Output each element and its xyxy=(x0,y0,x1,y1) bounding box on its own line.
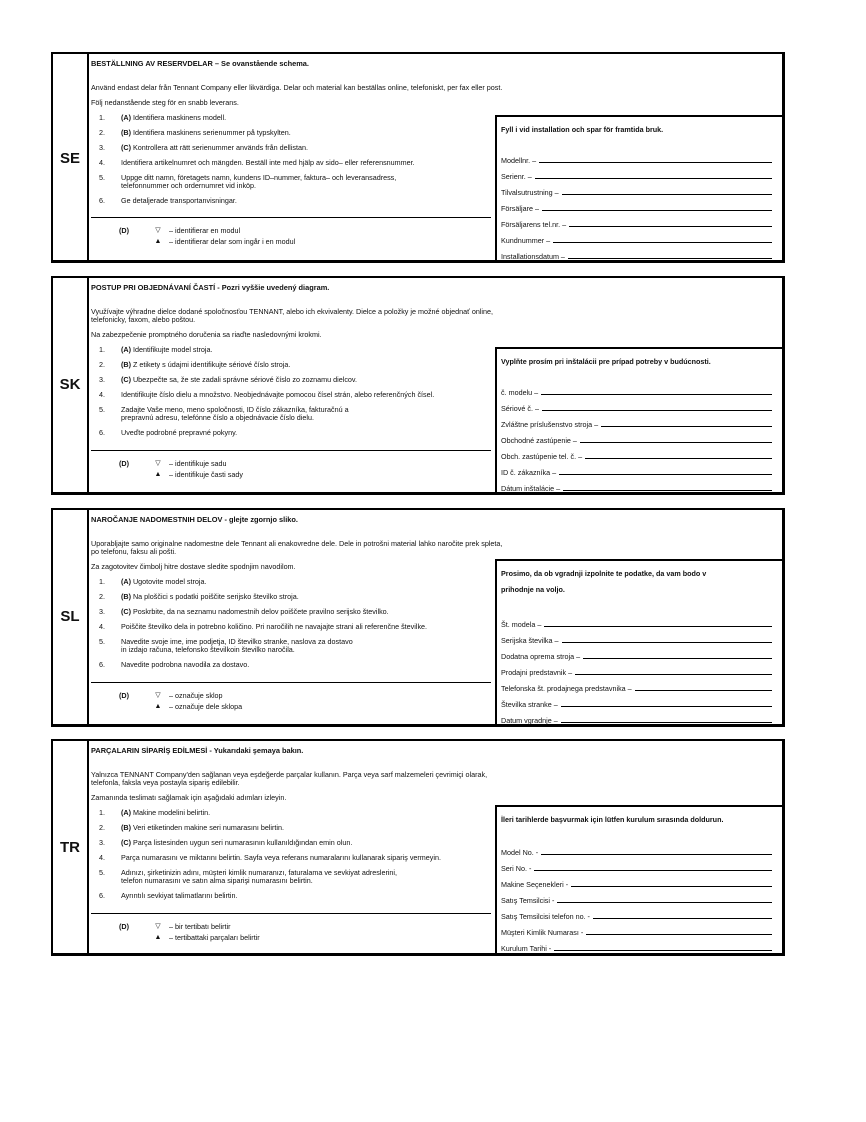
ordering-instructions xyxy=(91,510,782,724)
installation-date-field[interactable]: Dátum inštalácie – xyxy=(501,481,772,493)
subintro-text: Na zabezpečenie promptného doručenia sa riaďte nasledovnými krokmi. xyxy=(91,330,322,339)
step-text: Na ploščici s podatki poiščite serijsko številko stroja. xyxy=(130,592,299,601)
step-text: Ubezpečte sa, že ste zadali správne sériové číslo zo zoznamu dielcov. xyxy=(130,375,357,384)
step-text: Z etikety s údajmi identifikujte sériové číslo stroja. xyxy=(130,360,291,369)
sales-rep-field[interactable]: Försäljare – xyxy=(501,201,772,213)
step-text: Adınızı, şirketinizin adını, müşteri kimlik numaranızı, faturalama ve sevkiyat adreslerini, xyxy=(121,868,398,877)
divider xyxy=(91,450,491,451)
language-code-column xyxy=(53,54,89,260)
sales-rep-field[interactable]: Obchodné zastúpenie – xyxy=(501,433,772,445)
step-text: Ugotovite model stroja. xyxy=(130,577,207,586)
step-number: 4. xyxy=(99,158,105,167)
step-text-cont: telefonnummer och ordernumret vid inköp. xyxy=(121,181,257,190)
form-heading: İleri tarihlerde başvurmak için lütfen kurulum sırasında doldurun. xyxy=(501,815,724,824)
step-text: Navedite podrobna navodila za dostavo. xyxy=(121,660,250,669)
step-tag: (A) xyxy=(121,808,131,817)
customer-number-field[interactable]: Müşteri Kimlik Numarası - xyxy=(501,925,772,937)
customer-number-field[interactable]: Številka stranke – xyxy=(501,697,772,709)
model-number-field[interactable]: Št. modela – xyxy=(501,617,772,629)
parts-triangle-filled-icon: ▲ xyxy=(154,238,162,245)
installation-record-form xyxy=(495,559,785,727)
legend-label: (D) xyxy=(119,691,129,700)
step-number: 1. xyxy=(99,577,105,586)
machine-options-field[interactable]: Tilvalsutrustning – xyxy=(501,185,772,197)
parts-triangle-filled-icon: ▲ xyxy=(154,703,162,710)
installation-record-form xyxy=(495,347,785,495)
sales-rep-phone-field[interactable]: Satış Temsilcisi telefon no. - xyxy=(501,909,772,921)
step-tag: (A) xyxy=(121,577,131,586)
step-text: Kontrollera att rätt serienummer används från dellistan. xyxy=(130,143,308,152)
language-code: SL xyxy=(60,608,80,625)
intro-text: Yalnızca TENNANT Company'den sağlanan veya eşdeğerde parçalar kullanın. Parça veya sarf malzemeleri çevrimiçi olarak, telefonla, faksla veya postayla sipariş edilebilir. xyxy=(91,770,488,787)
section-title: NAROČANJE NADOMESTNIH DELOV - glejte zgornjo sliko. xyxy=(91,515,298,524)
step-number: 6. xyxy=(99,660,105,669)
legend-parts-text: – tertibattaki parçaları belirtir xyxy=(169,933,260,942)
language-code-column xyxy=(53,510,89,724)
machine-options-field[interactable]: Dodatna oprema stroja – xyxy=(501,649,772,661)
step-text: Uveďte podrobné prepravné pokyny. xyxy=(121,428,238,437)
step-text: Poiščite številko dela in potrebno količino. Pri naročilih ne navajajte strani ali referenčne številke. xyxy=(121,622,428,631)
intro-text: Využívajte výhradne dielce dodané spoločnosťou TENNANT, alebo ich ekvivalenty. Dielce a položky je možné objednať online, telefonicky, faxom, alebo poštou. xyxy=(91,307,493,324)
step-number: 2. xyxy=(99,360,105,369)
parts-triangle-filled-icon: ▲ xyxy=(154,934,162,941)
model-number-field[interactable]: Modellnr. – xyxy=(501,153,772,165)
installation-date-field[interactable]: Datum vgradnje – xyxy=(501,713,772,725)
step-number: 6. xyxy=(99,428,105,437)
divider xyxy=(91,913,491,914)
legend-parts-text: – identifikuje časti sady xyxy=(169,470,243,479)
form-heading: Fyll i vid installation och spar för framtida bruk. xyxy=(501,125,664,134)
ordering-instructions xyxy=(91,54,782,260)
legend-parts-text: – identifierar delar som ingår i en modul xyxy=(169,237,296,246)
legend-label: (D) xyxy=(119,459,129,468)
step-number: 5. xyxy=(99,868,105,877)
serial-number-field[interactable]: Serijska številka – xyxy=(501,633,772,645)
language-code-column xyxy=(53,278,89,492)
legend-module-text: – identifikuje sadu xyxy=(169,459,227,468)
step-tag: (C) xyxy=(121,607,131,616)
step-text-cont: telefon numarasını ve satın alma siparişi numarasını belirtin. xyxy=(121,876,313,885)
step-tag: (B) xyxy=(121,128,131,137)
model-number-field[interactable]: Model No. - xyxy=(501,845,772,857)
step-number: 5. xyxy=(99,173,105,182)
intro-text: Använd endast delar från Tennant Company eller likvärdiga. Delar och material kan beställas online, telefoniskt, per fax eller post. xyxy=(91,83,503,92)
customer-number-field[interactable]: ID č. zákazníka – xyxy=(501,465,772,477)
machine-options-field[interactable]: Makine Seçenekleri - xyxy=(501,877,772,889)
step-text: Identifiera maskinens modell. xyxy=(130,113,227,122)
sales-rep-phone-field[interactable]: Försäljarens tel.nr. – xyxy=(501,217,772,229)
subintro-text: Följ nedanstående steg för en snabb leverans. xyxy=(91,98,239,107)
step-number: 3. xyxy=(99,607,105,616)
parts-triangle-filled-icon: ▲ xyxy=(154,471,162,478)
legend-parts-text: – označuje dele sklopa xyxy=(169,702,243,711)
step-text: Makine modelini belirtin. xyxy=(130,808,211,817)
step-number: 2. xyxy=(99,592,105,601)
step-text: Identifikujte model stroja. xyxy=(130,345,213,354)
step-number: 1. xyxy=(99,113,105,122)
form-heading: Vyplňte prosím pri inštalácii pre prípad potreby v budúcnosti. xyxy=(501,357,711,366)
section-title: PARÇALARIN SİPARİŞ EDİLMESİ - Yukarıdaki şemaya bakın. xyxy=(91,746,304,755)
section-sl xyxy=(51,508,785,727)
section-title: POSTUP PRI OBJEDNÁVANÍ ČASTÍ - Pozri vyššie uvedený diagram. xyxy=(91,283,330,292)
step-text: Veri etiketinden makine seri numarasını belirtin. xyxy=(130,823,284,832)
step-text: Uppge ditt namn, företagets namn, kundens ID–nummer, faktura– och leveransadress, xyxy=(121,173,397,182)
step-number: 3. xyxy=(99,838,105,847)
module-triangle-outline-icon: ▽ xyxy=(155,923,161,930)
step-number: 2. xyxy=(99,128,105,137)
step-tag: (C) xyxy=(121,375,131,384)
step-text: Identifiera artikelnumret och mängden. Beställ inte med hjälp av sido– eller referensnummer. xyxy=(121,158,415,167)
step-tag: (A) xyxy=(121,345,131,354)
module-triangle-outline-icon: ▽ xyxy=(155,460,161,467)
step-number: 3. xyxy=(99,143,105,152)
language-code: SK xyxy=(59,376,81,393)
module-triangle-outline-icon: ▽ xyxy=(155,227,161,234)
step-number: 1. xyxy=(99,345,105,354)
serial-number-field[interactable]: Seri No. - xyxy=(501,861,772,873)
installation-record-form xyxy=(495,805,785,956)
installation-date-field[interactable]: Installationsdatum – xyxy=(501,249,772,261)
section-se xyxy=(51,52,785,263)
step-text: Identifiera maskinens serienummer på typskylten. xyxy=(130,128,291,137)
step-number: 4. xyxy=(99,853,105,862)
step-number: 2. xyxy=(99,823,105,832)
legend-label: (D) xyxy=(119,226,129,235)
step-number: 4. xyxy=(99,390,105,399)
step-number: 6. xyxy=(99,196,105,205)
step-tag: (C) xyxy=(121,143,131,152)
divider xyxy=(91,217,491,218)
customer-number-field[interactable]: Kundnummer – xyxy=(501,233,772,245)
step-number: 4. xyxy=(99,622,105,631)
step-text: Parça numarasını ve miktarını belirtin. Sayfa veya referans numaralarını kullanarak sipariş vermeyin. xyxy=(121,853,441,862)
language-code: TR xyxy=(60,839,80,856)
step-tag: (C) xyxy=(121,838,131,847)
step-number: 3. xyxy=(99,375,105,384)
step-number: 1. xyxy=(99,808,105,817)
step-number: 6. xyxy=(99,891,105,900)
language-code: SE xyxy=(59,150,80,167)
step-tag: (B) xyxy=(121,592,131,601)
sales-rep-phone-field[interactable]: Obch. zastúpenie tel. č. – xyxy=(501,449,772,461)
serial-number-field[interactable]: Sériové č. – xyxy=(501,401,772,413)
step-text-cont: in izdajo računa, telefonsko številkoin številko naročila. xyxy=(121,645,295,654)
ordering-instructions xyxy=(91,278,782,492)
model-number-field[interactable]: č. modelu – xyxy=(501,385,772,397)
step-number: 5. xyxy=(99,637,105,646)
step-text: Ayrıntılı sevkiyat talimatlarını belirtin. xyxy=(121,891,238,900)
step-text: Poskrbite, da na seznamu nadomestnih delov poiščete pravilno serijsko številko. xyxy=(130,607,389,616)
legend-module-text: – identifierar en modul xyxy=(169,226,241,235)
subintro-text: Za zagotovitev čimbolj hitre dostave sledite spodnjim navodilom. xyxy=(91,562,296,571)
step-tag: (A) xyxy=(121,113,131,122)
section-tr xyxy=(51,739,785,956)
ordering-instructions xyxy=(91,741,782,953)
sales-rep-field[interactable]: Satış Temsilcisi - xyxy=(501,893,772,905)
intro-text: Uporabljajte samo originalne nadomestne dele Tennant ali enakovredne dele. Dele in potrošni material lahko naročite prek spleta, po telefonu, faksu ali pošti. xyxy=(91,539,503,556)
section-title: BESTÄLLNING AV RESERVDELAR – Se ovanstående schema. xyxy=(91,59,309,68)
sales-rep-field[interactable]: Prodajni predstavnik – xyxy=(501,665,772,677)
serial-number-field[interactable]: Serienr. – xyxy=(501,169,772,181)
language-code-column xyxy=(53,741,89,953)
machine-options-field[interactable]: Zvláštne príslušenstvo stroja – xyxy=(501,417,772,429)
step-text: Zadajte Vaše meno, meno spoločnosti, ID číslo zákazníka, fakturačnú a xyxy=(121,405,349,414)
section-sk xyxy=(51,276,785,495)
sales-rep-phone-field[interactable]: Telefonska št. prodajnega predstavnika – xyxy=(501,681,772,693)
installation-date-field[interactable]: Kurulum Tarihi - xyxy=(501,941,772,953)
step-text-cont: prepravnú adresu, telefónne číslo a objednávacie číslo dielu. xyxy=(121,413,314,422)
legend-module-text: – označuje sklop xyxy=(169,691,223,700)
step-text: Navedite svoje ime, ime podjetja, ID številko stranke, naslova za dostavo xyxy=(121,637,353,646)
step-text: Parça listesinden uygun seri numarasının kullanıldığından emin olun. xyxy=(130,838,353,847)
step-tag: (B) xyxy=(121,360,131,369)
legend-label: (D) xyxy=(119,922,129,931)
step-text: Ge detaljerade transportanvisningar. xyxy=(121,196,237,205)
step-text: Identifikujte číslo dielu a množstvo. Neobjednávajte pomocou čísel strán, alebo referenčných čísel. xyxy=(121,390,435,399)
step-tag: (B) xyxy=(121,823,131,832)
divider xyxy=(91,682,491,683)
legend-module-text: – bir tertibatı belirtir xyxy=(169,922,231,931)
module-triangle-outline-icon: ▽ xyxy=(155,692,161,699)
form-heading: Prosimo, da ob vgradnji izpolnite te podatke, da vam bodo v prihodnje na voljo. xyxy=(501,569,707,594)
subintro-text: Zamanında teslimatı sağlamak için aşağıdaki adımları izleyin. xyxy=(91,793,287,802)
installation-record-form xyxy=(495,115,785,263)
step-number: 5. xyxy=(99,405,105,414)
